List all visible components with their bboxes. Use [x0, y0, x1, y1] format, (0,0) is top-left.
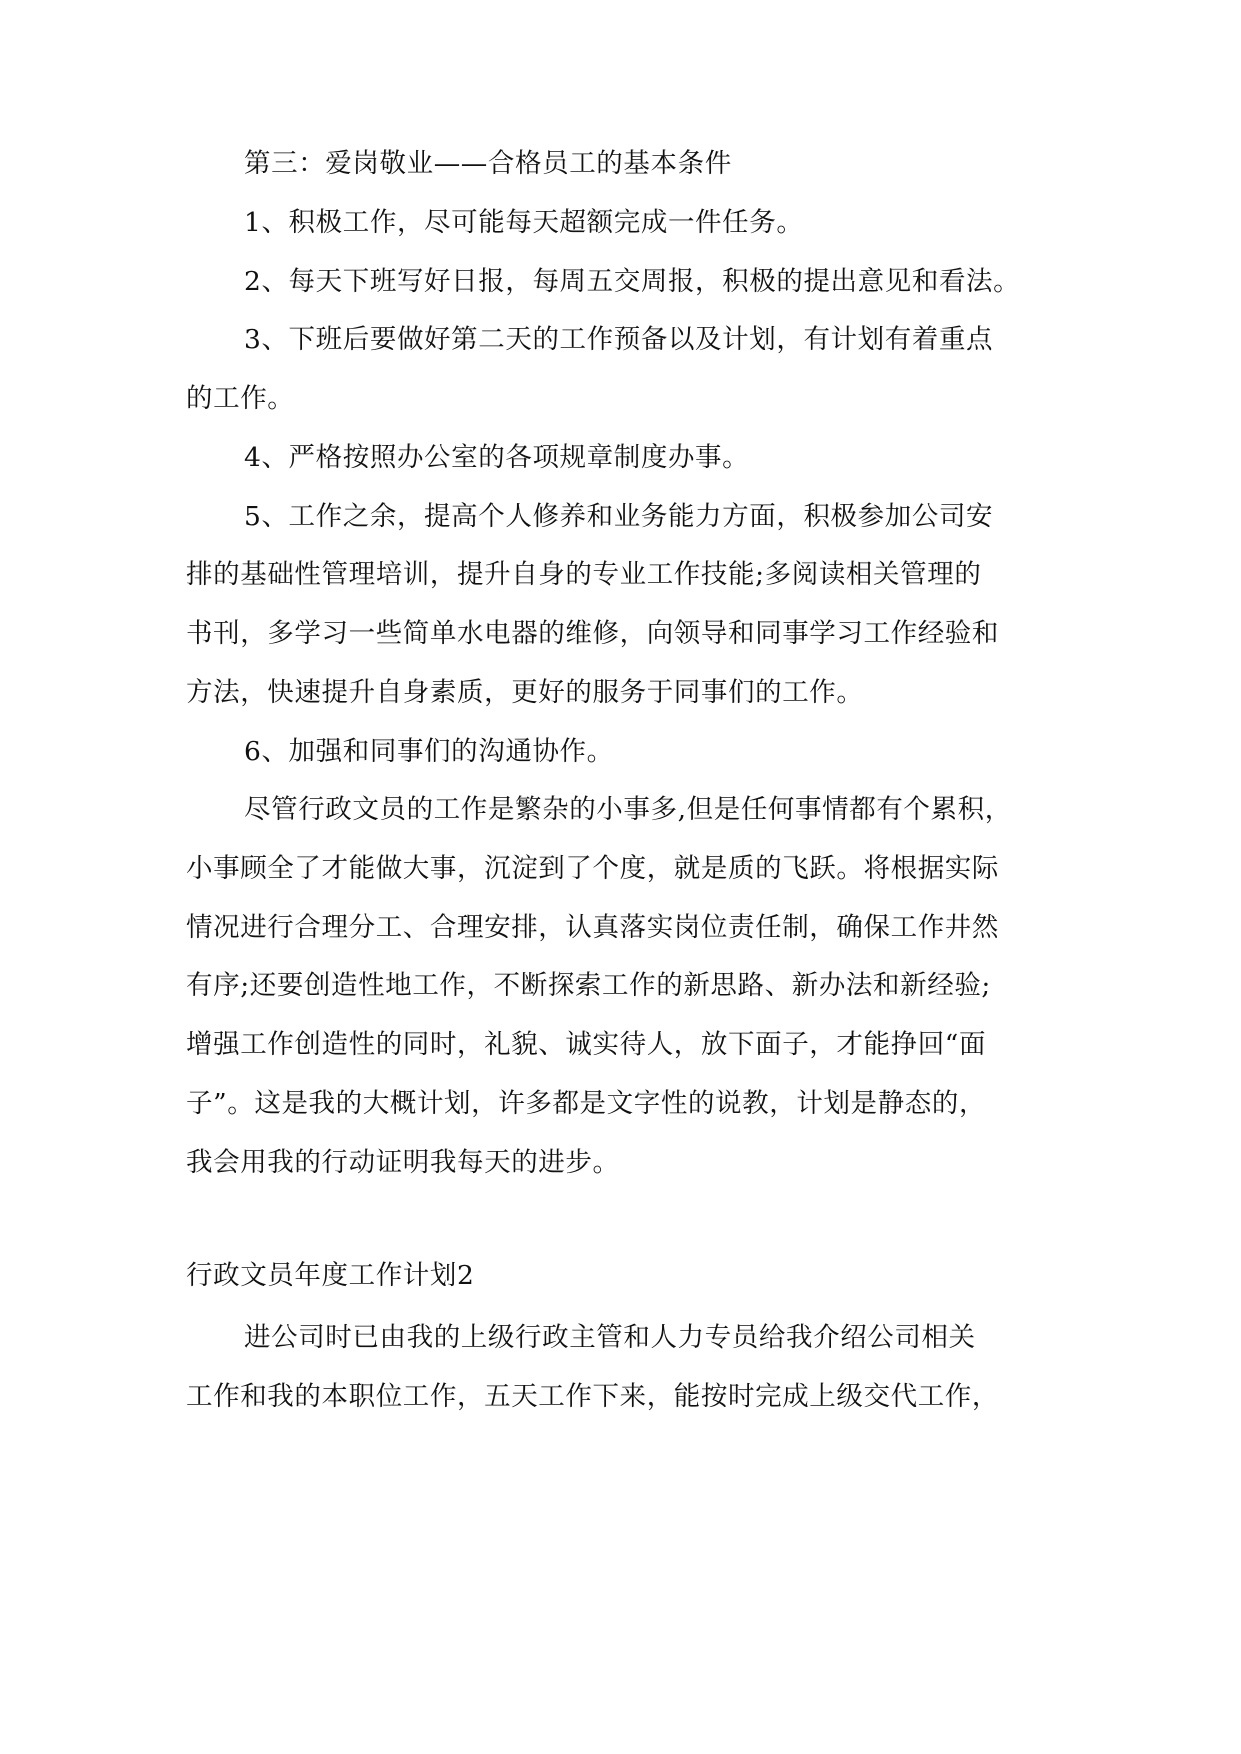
intro-paragraph: 进公司时已由我的上级行政主管和人力专员给我介绍公司相关 — [244, 1322, 976, 1353]
list-item-5-continued: 书刊，多学习一些简单水电器的维修，向领导和同事学习工作经验和 — [186, 618, 999, 649]
summary-paragraph-line: 小事顾全了才能做大事，沉淀到了个度，就是质的飞跃。将根据实际 — [186, 853, 999, 884]
list-item-5-continued: 方法，快速提升自身素质，更好的服务于同事们的工作。 — [186, 677, 864, 708]
summary-paragraph-line: 子”。这是我的大概计划，许多都是文字性的说教，计划是静态的， — [186, 1088, 987, 1119]
list-item-1: 1、积极工作，尽可能每天超额完成一件任务。 — [244, 207, 804, 238]
list-item-3-continued: 的工作。 — [186, 383, 295, 414]
list-item-5-continued: 排的基础性管理培训，提升自身的专业工作技能;多阅读相关管理的 — [186, 559, 982, 590]
intro-paragraph-line: 工作和我的本职位工作，五天工作下来，能按时完成上级交代工作， — [186, 1381, 999, 1412]
list-item-4: 4、严格按照办公室的各项规章制度办事。 — [244, 442, 750, 473]
list-item-5: 5、工作之余，提高个人修养和业务能力方面，积极参加公司安 — [244, 501, 994, 532]
summary-paragraph: 尽管行政文员的工作是繁杂的小事多,但是任何事情都有个累积， — [244, 794, 1012, 825]
summary-paragraph-line: 有序;还要创造性地工作，不断探索工作的新思路、新办法和新经验; — [186, 970, 991, 1001]
summary-paragraph-line: 增强工作创造性的同时，礼貌、诚实待人，放下面子，才能挣回“面 — [186, 1029, 987, 1060]
section-title: 行政文员年度工作计划2 — [186, 1260, 475, 1291]
summary-paragraph-line: 我会用我的行动证明我每天的进步。 — [186, 1147, 620, 1178]
list-item-2: 2、每天下班写好日报，每周五交周报，积极的提出意见和看法。 — [244, 266, 1021, 297]
list-item-3: 3、下班后要做好第二天的工作预备以及计划，有计划有着重点 — [244, 324, 994, 355]
summary-paragraph-line: 情况进行合理分工、合理安排，认真落实岗位责任制，确保工作井然 — [186, 912, 999, 943]
section-heading: 第三：爱岗敬业——合格员工的基本条件 — [244, 148, 732, 179]
list-item-6: 6、加强和同事们的沟通协作。 — [244, 736, 614, 767]
